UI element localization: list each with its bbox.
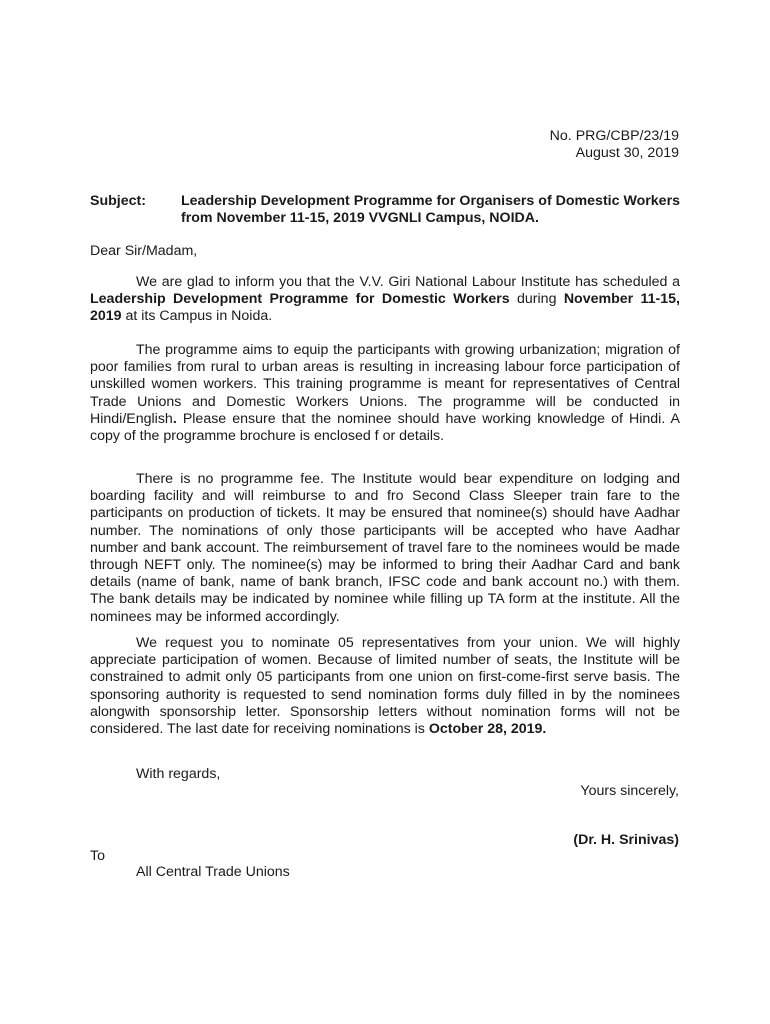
reference-block <box>550 128 679 162</box>
paragraph-intro-text-2: during <box>509 291 564 308</box>
salutation: Dear Sir/Madam, <box>90 243 198 259</box>
paragraph-aims-text-2: Please ensure that the nominee should have working knowledge of Hindi. A copy of the programme brochure is enclosed f or details. <box>90 410 680 445</box>
closing-yours-sincerely: Yours sincerely, <box>580 783 679 799</box>
nomination-deadline: October 28, 2019. <box>428 721 547 738</box>
addressee-recipient: All Central Trade Unions <box>136 864 290 880</box>
paragraph-intro <box>90 274 680 326</box>
subject-label: Subject: <box>90 193 146 209</box>
paragraph-intro-text-3: at its Campus in Noida. <box>121 308 273 325</box>
paragraph-aims <box>90 342 680 445</box>
paragraph-aims-text-1: The programme aims to equip the participants with growing urbanization; migration of poor families from rural to urban areas is resulting in increasing labour force participation of unskilled women workers. This training programme is meant for representatives of Central Trade Unions and Domestic Workers Unions. The programme will be conducted in Hindi/English <box>90 342 680 427</box>
paragraph-intro-text-1: We are glad to inform you that the V.V. Giri National Labour Institute has scheduled a <box>136 274 680 290</box>
paragraph-nomination-text: We request you to nominate 05 representatives from your union. We will highly appreciate participation of women. Because of limited number of seats, the Institute will be constrained to admit only 05 participants from one union on first-come-first serve basis. The sponsoring authority is requested to send nomination forms duly filled in by the nominees alongwith sponsorship letter. Sponsorship letters without nomination forms will not be considered. The last date for receiving nominations is <box>90 635 680 738</box>
reference-number: No. PRG/CBP/23/19 <box>549 128 679 144</box>
paragraph-fees: There is no programme fee. The Institute would bear expenditure on lodging and boarding facility and will reimburse to and fro Second Class Sleeper train fare to the participants on production of tickets. It may be ensured that nominee(s) should have Aadhar number. The nominations of only those participants will be accepted who have Aadhar number and bank account. The reimbursement of travel fare to the nominees would be made through NEFT only. The nominee(s) may be informed to bring their Aadhar Card and bank details (name of bank, name of bank branch, IFSC code and bank account no.) with them. The bank details may be indicated by nominee while filling up TA form at the institute. All the nominees may be informed accordingly. <box>90 471 680 625</box>
closing-regards: With regards, <box>136 766 221 782</box>
letter-date: August 30, 2019 <box>575 145 679 161</box>
programme-dates: November 11-15, 2019 <box>90 291 680 325</box>
addressee-to-label: To <box>90 848 105 864</box>
paragraph-aims-bold-period: . <box>172 410 177 427</box>
signatory-name: (Dr. H. Srinivas) <box>573 832 679 848</box>
paragraph-nomination <box>90 635 680 738</box>
programme-name: Leadership Development Programme for Domestic Workers <box>90 291 510 308</box>
subject-text: Leadership Development Programme for Organisers of Domestic Workers from November 11-15, 2019 VVGNLI Campus, NOIDA. <box>181 193 680 226</box>
